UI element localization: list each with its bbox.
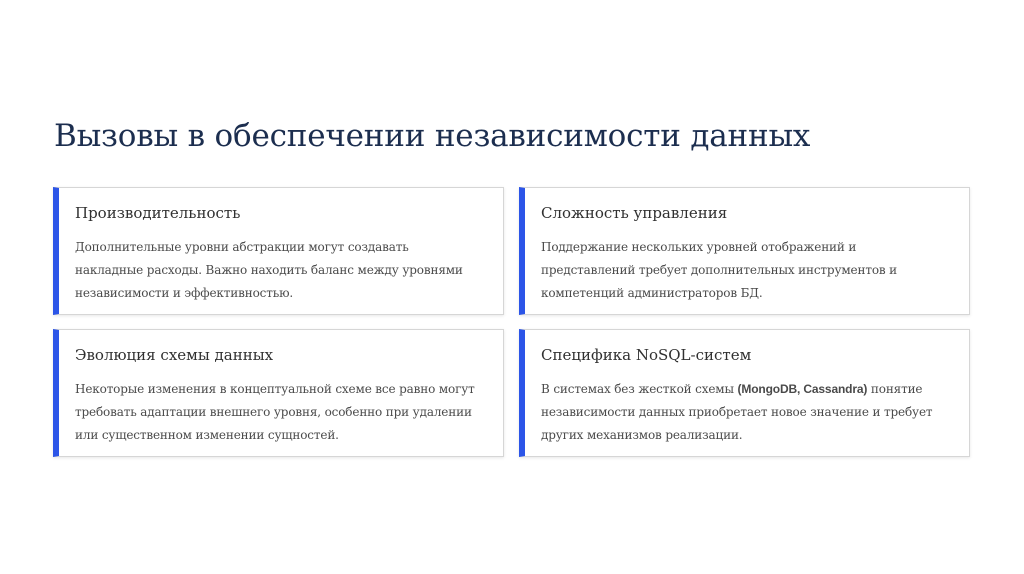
card-text-line: независимости данных приобретает новое значение и требует — [541, 405, 933, 419]
card-performance — [53, 187, 504, 315]
page-title: Вызовы в обеспечении независимости данных — [54, 118, 811, 154]
card-description — [75, 378, 500, 447]
card-text-line: Дополнительные уровни абстракции могут создавать — [75, 240, 409, 254]
card-text-line: других механизмов реализации. — [541, 428, 743, 442]
card-text-line: Некоторые изменения в концептуальной схеме все равно могут — [75, 382, 475, 396]
card-title-acronym: NoSQL — [635, 346, 691, 364]
card-text-line: требовать адаптации внешнего уровня, особенно при удалении — [75, 405, 472, 419]
card-title: Производительность — [75, 204, 241, 222]
card-title — [541, 345, 751, 365]
card-title: Сложность управления — [541, 204, 728, 222]
card-description — [75, 236, 500, 305]
card-description — [541, 236, 966, 305]
card-management-complexity — [519, 187, 970, 315]
card-text-line: накладные расходы. Важно находить баланс между уровнями — [75, 263, 463, 277]
card-text-line: представлений требует дополнительных инструментов и — [541, 263, 898, 277]
card-title-suffix: -систем — [690, 346, 752, 364]
card-schema-evolution — [53, 329, 504, 457]
card-title-prefix: Специфика — [541, 346, 636, 364]
card-text-prefix: В системах без жесткой схемы — [541, 382, 738, 396]
card-text-line: Поддержание нескольких уровней отображений и — [541, 240, 857, 254]
card-description — [541, 378, 966, 447]
card-nosql-specifics — [519, 329, 970, 457]
card-title: Эволюция схемы данных — [75, 346, 274, 364]
card-text-highlight: (MongoDB, Cassandra) — [737, 382, 868, 396]
card-text-suffix: понятие — [867, 382, 923, 396]
card-text-line: независимости и эффективностью. — [75, 286, 294, 300]
card-text-line: компетенций администраторов БД. — [541, 286, 763, 300]
card-text-line — [541, 378, 966, 401]
card-text-line: или существенном изменении сущностей. — [75, 428, 339, 442]
